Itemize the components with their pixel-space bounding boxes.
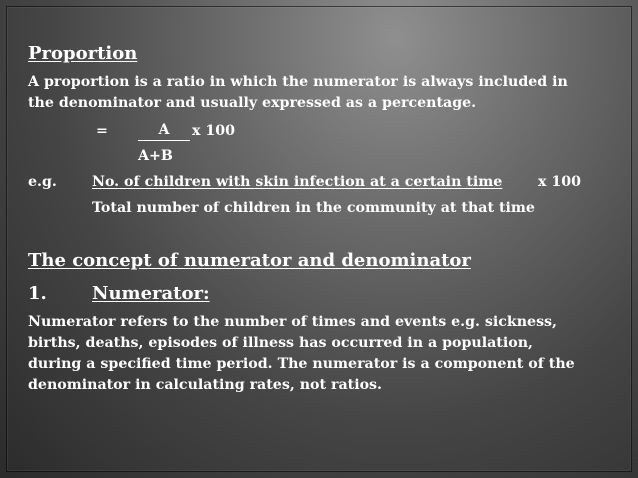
example-multiplier: x 100 bbox=[538, 174, 582, 190]
section-number: 1. bbox=[28, 283, 47, 304]
formula-numerator: A bbox=[138, 121, 190, 141]
section-title: Numerator: bbox=[92, 283, 210, 304]
numerator-text-line-4: denominator in calculating rates, not ratios. bbox=[28, 377, 382, 393]
numerator-text-line-3: during a specified time period. The numerator is a component of the bbox=[28, 356, 575, 372]
example-label: e.g. bbox=[28, 174, 57, 190]
numerator-text-line-2: births, deaths, episodes of illness has occurred in a population, bbox=[28, 335, 533, 351]
definition-line-1: A proportion is a ratio in which the numerator is always included in bbox=[28, 74, 568, 90]
formula-equals: = bbox=[96, 123, 108, 139]
slide-title: Proportion bbox=[28, 43, 138, 64]
formula-denominator: A+B bbox=[138, 148, 173, 164]
concept-heading: The concept of numerator and denominator bbox=[28, 250, 471, 271]
example-denominator: Total number of children in the community at that time bbox=[92, 200, 535, 216]
numerator-text-line-1: Numerator refers to the number of times and events e.g. sickness, bbox=[28, 314, 557, 330]
example-numerator: No. of children with skin infection at a certain time bbox=[92, 174, 503, 190]
formula-multiplier: x 100 bbox=[192, 123, 236, 139]
definition-line-2: the denominator and usually expressed as a percentage. bbox=[28, 95, 477, 111]
